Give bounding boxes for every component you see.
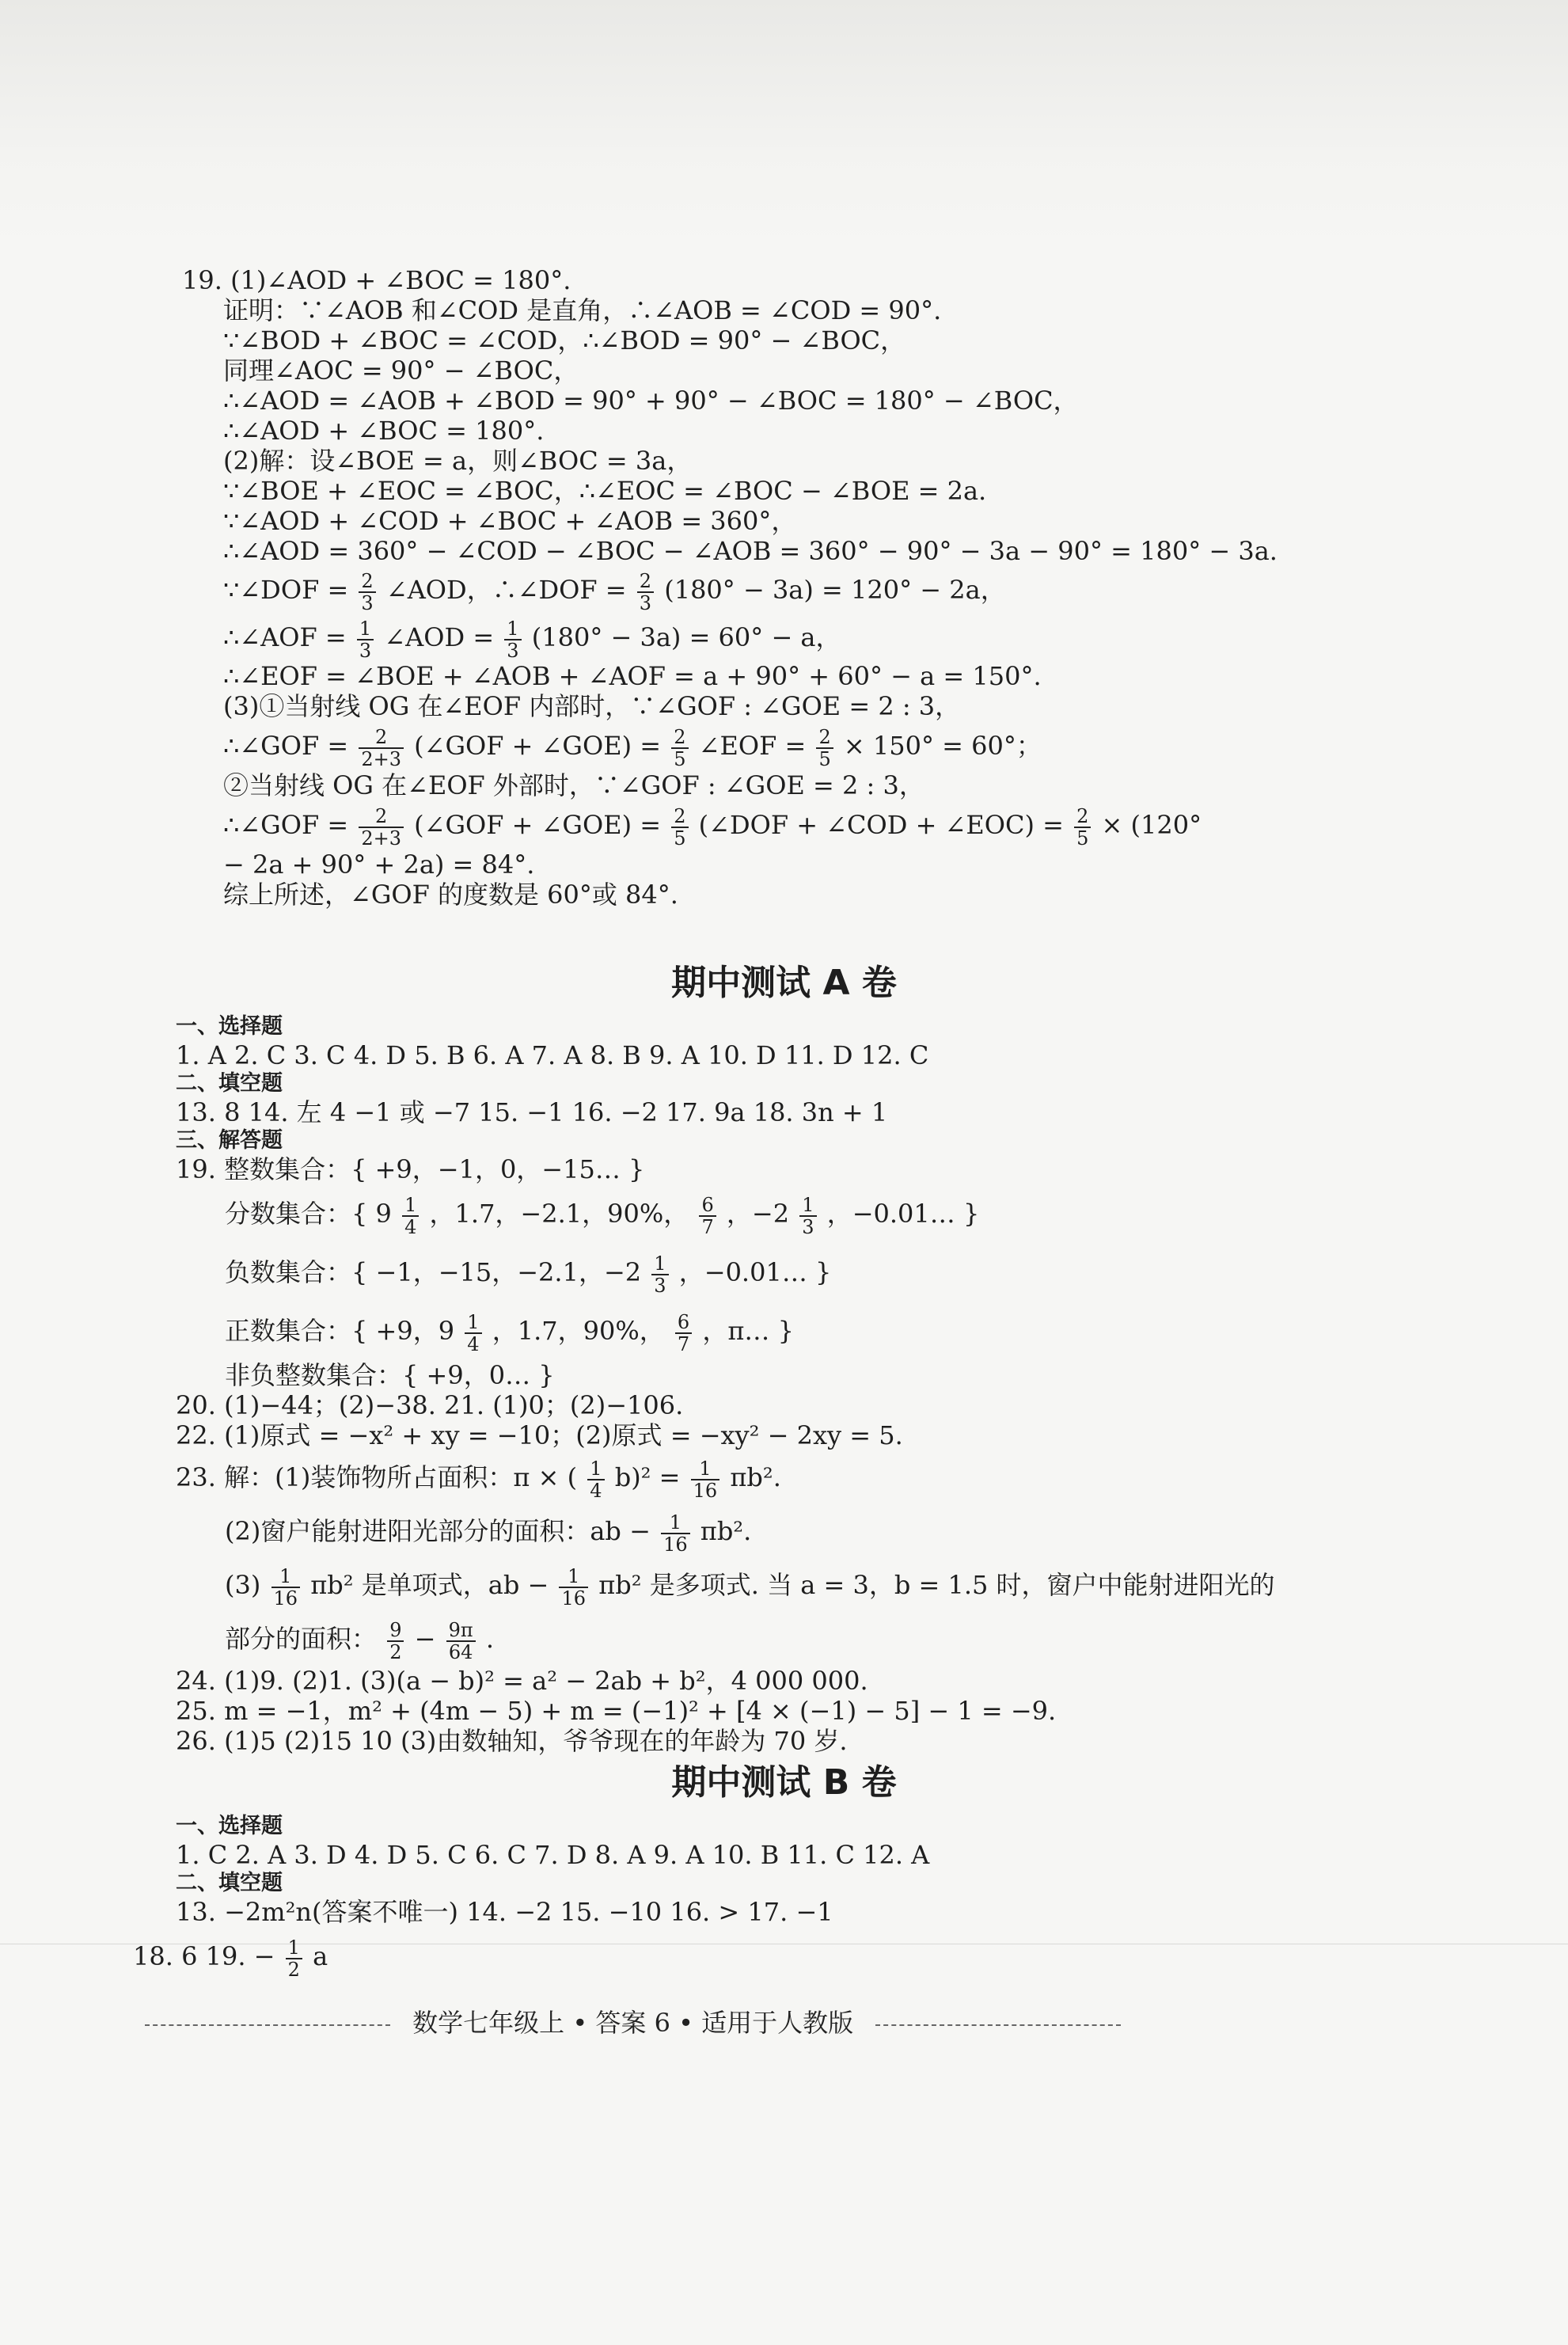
fraction <box>357 618 374 661</box>
text: 负数集合：{ −1，−15，−2.1，−2 <box>225 1257 642 1287</box>
numerator: 6 <box>675 1312 692 1334</box>
fraction <box>446 1620 476 1663</box>
line <box>176 1302 1410 1360</box>
numerator: 1 <box>465 1312 481 1334</box>
denominator: 5 <box>674 827 686 849</box>
fraction <box>559 1566 588 1609</box>
numerator: 1 <box>271 1566 301 1588</box>
numerator: 1 <box>651 1253 668 1275</box>
line: 20. (1)−44；(2)−38. 21. (1)0；(2)−106. <box>176 1390 684 1420</box>
denominator: 2 <box>389 1640 402 1663</box>
line: ∴∠AOD = 360° − ∠COD − ∠BOC − ∠AOB = 360° − 90° − 3a − 90° = 180° − 3a. <box>223 536 1278 566</box>
line: 19. (1)∠AOD + ∠BOC = 180°. <box>182 265 571 295</box>
line <box>176 1612 1410 1666</box>
line <box>182 721 1417 770</box>
line: 25. m = −1，m² + (4m − 5) + m = (−1)² + [4 × (−1) − 5] − 1 = −9. <box>176 1696 1057 1726</box>
numerator: 2 <box>359 571 375 593</box>
fraction <box>816 727 833 770</box>
numerator: 2 <box>359 727 404 749</box>
line: ∵∠BOE + ∠EOC = ∠BOC，∴∠EOC = ∠BOC − ∠BOE = 2a. <box>223 476 987 506</box>
line: 证明：∵∠AOB 和∠COD 是直角，∴∠AOB = ∠COD = 90°. <box>223 295 942 325</box>
fraction <box>637 571 654 614</box>
denominator: 5 <box>1076 827 1089 849</box>
text: ∠EOF = <box>698 731 807 761</box>
denominator: 2+3 <box>361 747 401 770</box>
page-footer <box>131 2003 1239 2039</box>
fraction <box>699 1195 716 1237</box>
line: 非负整数集合：{ +9，0… } <box>225 1360 555 1390</box>
section-b-continued <box>133 1929 1368 1984</box>
denominator: 16 <box>663 1533 688 1556</box>
mc-answers: 1. C 2. A 3. D 4. D 5. C 6. C 7. D 8. A 9. A 10. B 11. C 12. A <box>176 1840 930 1870</box>
numerator: 1 <box>559 1566 588 1588</box>
text: (∠DOF + ∠COD + ∠EOC) = <box>698 810 1064 840</box>
numerator: 6 <box>699 1195 716 1217</box>
text: a <box>313 1941 328 1971</box>
denominator: 5 <box>674 747 686 770</box>
line: (3)①当射线 OG 在∠EOF 内部时，∵∠GOF : ∠GOE = 2 : 3， <box>223 691 961 721</box>
line <box>182 800 1417 849</box>
fraction <box>359 571 375 614</box>
denominator: 3 <box>507 639 519 662</box>
text: (180° − 3a) = 60° − a， <box>531 622 841 652</box>
text: (∠GOF + ∠GOE) = <box>414 810 662 840</box>
line <box>182 566 1417 614</box>
line: ∵∠AOD + ∠COD + ∠BOC + ∠AOB = 360°， <box>223 506 797 536</box>
section-header: 一、选择题 <box>176 1814 283 1838</box>
numerator: 1 <box>286 1937 302 1959</box>
line: (2)解：设∠BOE = a，则∠BOC = 3a， <box>223 446 693 476</box>
text: 正数集合：{ +9，9 <box>225 1316 455 1346</box>
line: 22. (1)原式 = −x² + xy = −10；(2)原式 = −xy² − 2xy = 5. <box>176 1420 903 1450</box>
text: ∴∠AOF = <box>223 622 347 652</box>
text: (∠GOF + ∠GOE) = <box>414 731 662 761</box>
denominator: 16 <box>273 1587 298 1610</box>
text: πb². <box>700 1516 752 1546</box>
scan-background <box>0 0 1568 253</box>
section-a-body <box>176 1013 1410 1756</box>
line <box>176 1184 1410 1243</box>
text: (3) <box>225 1570 261 1600</box>
fraction <box>671 727 688 770</box>
numerator: 2 <box>671 727 688 749</box>
line: 19. 整数集合：{ +9，−1，0，−15… } <box>176 1154 645 1184</box>
text: 18. 6 19. − <box>133 1941 275 1971</box>
text: ∵∠DOF = <box>223 575 349 605</box>
numerator: 2 <box>1074 806 1091 828</box>
fraction <box>387 1620 404 1663</box>
line: ∴∠EOF = ∠BOE + ∠AOB + ∠AOF = a + 90° + 60° − a = 150°. <box>223 661 1042 691</box>
section-b-body <box>176 1813 1410 1927</box>
line: ∵∠BOD + ∠BOC = ∠COD，∴∠BOD = 90° − ∠BOC， <box>223 325 906 355</box>
denominator: 7 <box>701 1215 714 1238</box>
fraction <box>271 1566 301 1609</box>
text: ，1.7，−2.1，90%， <box>429 1199 689 1229</box>
text: ，−2 <box>726 1199 790 1229</box>
section-b-title: 期中测试 B 卷 <box>671 1762 897 1803</box>
denominator: 16 <box>693 1479 718 1502</box>
fill-answers: 13. −2m²n(答案不唯一) 14. −2 15. −10 16. > 17. −1 <box>176 1897 833 1927</box>
denominator: 5 <box>818 747 831 770</box>
mc-answers: 1. A 2. C 3. C 4. D 5. B 6. A 7. A 8. B 9. A 10. D 11. D 12. C <box>176 1040 929 1070</box>
line: 同理∠AOC = 90° − ∠BOC， <box>223 355 579 386</box>
line: ∴∠AOD + ∠BOC = 180°. <box>223 416 545 446</box>
fraction <box>661 1512 690 1555</box>
line: − 2a + 90° + 2a) = 84°. <box>223 849 535 880</box>
numerator: 2 <box>816 727 833 749</box>
dashed-divider <box>145 2024 390 2026</box>
text: ，−0.01… } <box>678 1257 832 1287</box>
line <box>176 1243 1410 1302</box>
fraction <box>651 1253 668 1296</box>
text: ∠AOD = <box>384 622 495 652</box>
numerator: 2 <box>359 806 404 828</box>
text: (180° − 3a) = 120° − 2a， <box>664 575 1006 605</box>
fraction <box>1074 806 1091 849</box>
text: 23. 解：(1)装饰物所占面积：π × ( <box>176 1462 578 1492</box>
text: ∠AOD，∴∠DOF = <box>385 575 627 605</box>
fraction <box>799 1195 816 1237</box>
text: (2)窗户能射进阳光部分的面积：ab − <box>225 1516 651 1546</box>
denominator: 4 <box>467 1332 480 1355</box>
text: − <box>414 1624 436 1654</box>
fraction <box>691 1458 720 1501</box>
section-header: 三、解答题 <box>176 1128 283 1153</box>
text: b)² = <box>614 1462 681 1492</box>
denominator: 4 <box>404 1215 417 1238</box>
fraction <box>675 1312 692 1355</box>
denominator: 16 <box>561 1587 587 1610</box>
text: 分数集合：{ 9 <box>225 1199 392 1229</box>
numerator: 2 <box>637 571 654 593</box>
fill-answers: 13. 8 14. 左 4 −1 或 −7 15. −1 16. −2 17. 9a 18. 3n + 1 <box>176 1097 888 1127</box>
fraction <box>286 1937 302 1980</box>
line: 24. (1)9. (2)1. (3)(a − b)² = a² − 2ab + b²，4 000 000. <box>176 1666 868 1696</box>
footer-text: 数学七年级上 • 答案 6 • 适用于人教版 <box>412 2008 854 2038</box>
denominator: 3 <box>639 591 652 614</box>
denominator: 2+3 <box>361 827 401 849</box>
denominator: 2 <box>287 1958 300 1981</box>
line <box>133 1929 1368 1984</box>
line <box>176 1450 1410 1504</box>
fraction <box>359 727 404 770</box>
numerator: 1 <box>357 618 374 640</box>
denominator: 7 <box>677 1332 690 1355</box>
denominator: 64 <box>448 1640 473 1663</box>
numerator: 1 <box>587 1458 604 1480</box>
denominator: 3 <box>654 1274 666 1297</box>
text: . <box>485 1624 495 1654</box>
text: ∴∠GOF = <box>223 731 349 761</box>
fraction <box>402 1195 419 1237</box>
line <box>176 1558 1410 1612</box>
numerator: 9π <box>446 1620 476 1642</box>
denominator: 3 <box>802 1215 814 1238</box>
section-header: 一、选择题 <box>176 1014 283 1039</box>
section-a-title: 期中测试 A 卷 <box>671 963 897 1003</box>
dashed-divider <box>875 2024 1121 2026</box>
denominator: 4 <box>590 1479 602 1502</box>
numerator: 2 <box>671 806 688 828</box>
line <box>176 1504 1410 1558</box>
text: ，1.7，90%， <box>492 1316 665 1346</box>
fraction <box>671 806 688 849</box>
text: πb². <box>730 1462 781 1492</box>
text: ∴∠GOF = <box>223 810 349 840</box>
numerator: 1 <box>661 1512 690 1534</box>
fraction <box>465 1312 481 1355</box>
text: πb² 是单项式，ab − <box>310 1570 549 1600</box>
denominator: 3 <box>359 639 372 662</box>
text: × 150° = 60°； <box>843 731 1042 761</box>
line: ∴∠AOD = ∠AOB + ∠BOD = 90° + 90° − ∠BOC = 180° − ∠BOC， <box>223 386 1079 416</box>
line: 综上所述，∠GOF 的度数是 60°或 84°. <box>223 880 678 910</box>
numerator: 1 <box>402 1195 419 1217</box>
denominator: 3 <box>361 591 374 614</box>
numerator: 1 <box>504 618 521 640</box>
numerator: 9 <box>387 1620 404 1642</box>
line: 26. (1)5 (2)15 10 (3)由数轴知，爷爷现在的年龄为 70 岁. <box>176 1726 848 1756</box>
text: ，−0.01… } <box>826 1199 980 1229</box>
line: ②当射线 OG 在∠EOF 外部时，∵∠GOF : ∠GOE = 2 : 3， <box>223 770 924 800</box>
line <box>182 614 1417 661</box>
text: 部分的面积： <box>225 1624 378 1654</box>
numerator: 1 <box>691 1458 720 1480</box>
fraction <box>359 806 404 849</box>
fraction <box>504 618 521 661</box>
text: ，π… } <box>702 1316 794 1346</box>
section-header: 二、填空题 <box>176 1871 283 1895</box>
section-header: 二、填空题 <box>176 1071 283 1096</box>
text: πb² 是多项式. 当 a = 3，b = 1.5 时，窗户中能射进阳光的 <box>598 1570 1275 1600</box>
numerator: 1 <box>799 1195 816 1217</box>
q19-solution <box>182 265 1417 910</box>
fraction <box>587 1458 604 1501</box>
text: × (120° <box>1101 810 1202 840</box>
